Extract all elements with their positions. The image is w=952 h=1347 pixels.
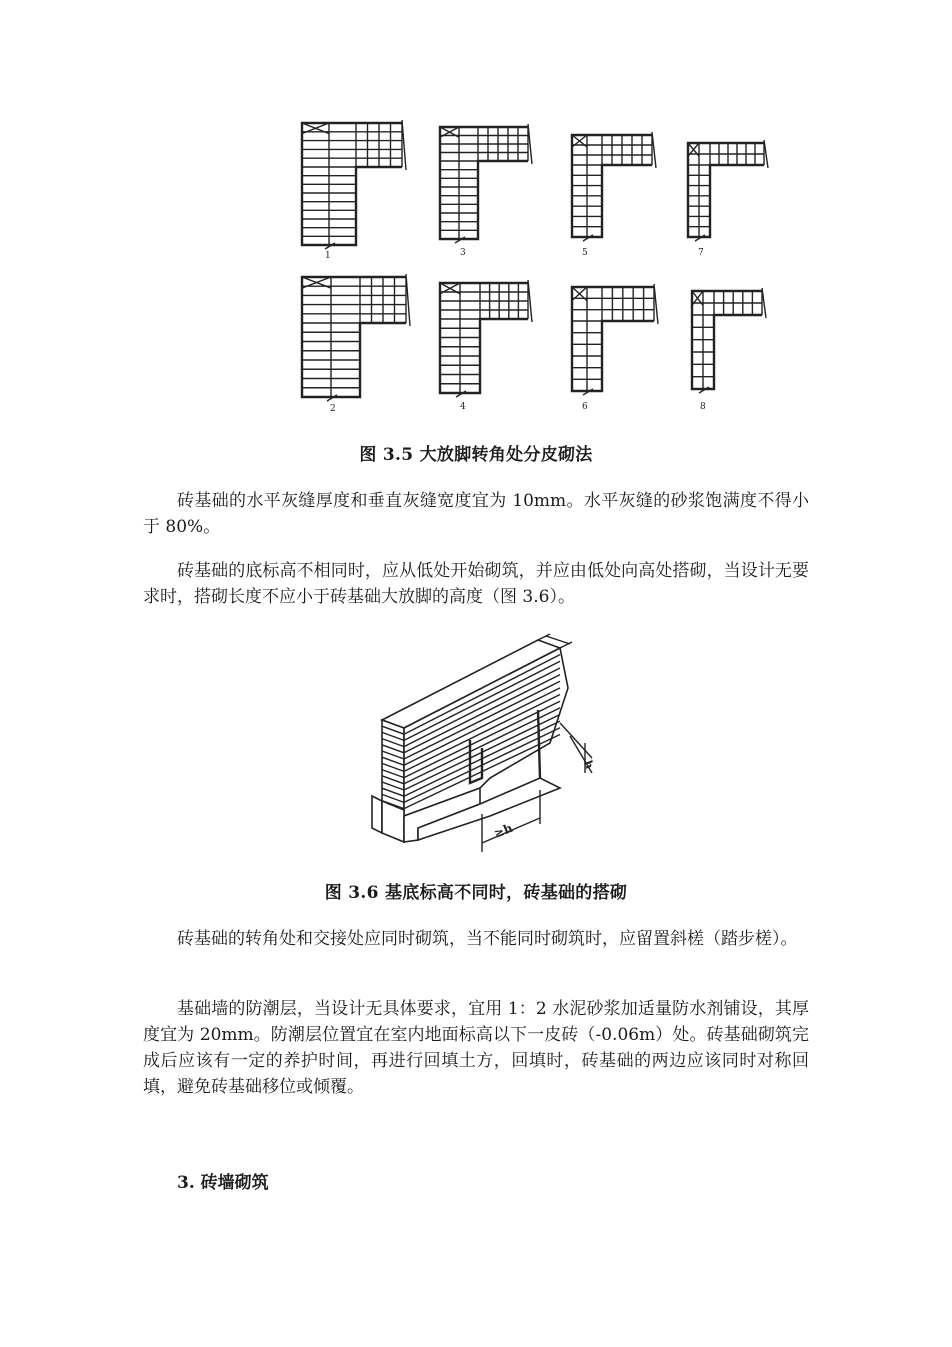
panel-label-7: 7 xyxy=(698,248,704,258)
panel-label-4: 4 xyxy=(460,402,466,412)
figure-3-5-caption: 图 3.5 大放脚转角处分皮砌法 xyxy=(359,445,593,465)
figure-3-6-stepped-foundation-diagram xyxy=(360,628,610,860)
panel-label-3: 3 xyxy=(460,248,466,258)
dimension-ge-h-label: ≥h xyxy=(491,820,515,841)
paragraph-damp-proof-course: 基础墙的防潮层，当设计无具体要求，宜用 1：2 水泥砂浆加适量防水剂铺设，其厚度宜为 20mm。防潮层位置宜在室内地面标高以下一皮砖（-0.06m）处。砖基础砌筑完成后应该有一定的养护时间，再进行回填土方，回填时，砖基础的两边应该同时对称回填，避免砖基础移位或倾覆。 xyxy=(143,999,809,1097)
paragraph-different-elevations: 砖基础的底标高不相同时，应从低处开始砌筑，并应由低处向高处搭砌，当设计无要求时，搭砌长度不应小于砖基础大放脚的高度（图 3.6）。 xyxy=(143,561,809,607)
panel-label-5: 5 xyxy=(582,248,588,258)
dimension-h-label: h xyxy=(581,758,597,771)
section-heading-brick-wall: 3. 砖墙砌筑 xyxy=(177,1173,269,1193)
figure-3-6-caption: 图 3.6 基底标高不同时，砖基础的搭砌 xyxy=(324,883,628,903)
figure-3-5-corner-bond-diagrams xyxy=(290,115,780,420)
panel-label-1: 1 xyxy=(325,251,331,261)
paragraph-mortar-joints: 砖基础的水平灰缝厚度和垂直灰缝宽度宜为 10mm。水平灰缝的砂浆饱满度不得小于 80%。 xyxy=(143,491,809,537)
panel-label-2: 2 xyxy=(330,404,336,414)
paragraph-corner-junctions: 砖基础的转角处和交接处应同时砌筑，当不能同时砌筑时，应留置斜槎（踏步槎）。 xyxy=(177,929,798,949)
panel-labels xyxy=(325,248,706,414)
panel-label-6: 6 xyxy=(582,402,588,412)
panel-label-8: 8 xyxy=(700,402,706,412)
